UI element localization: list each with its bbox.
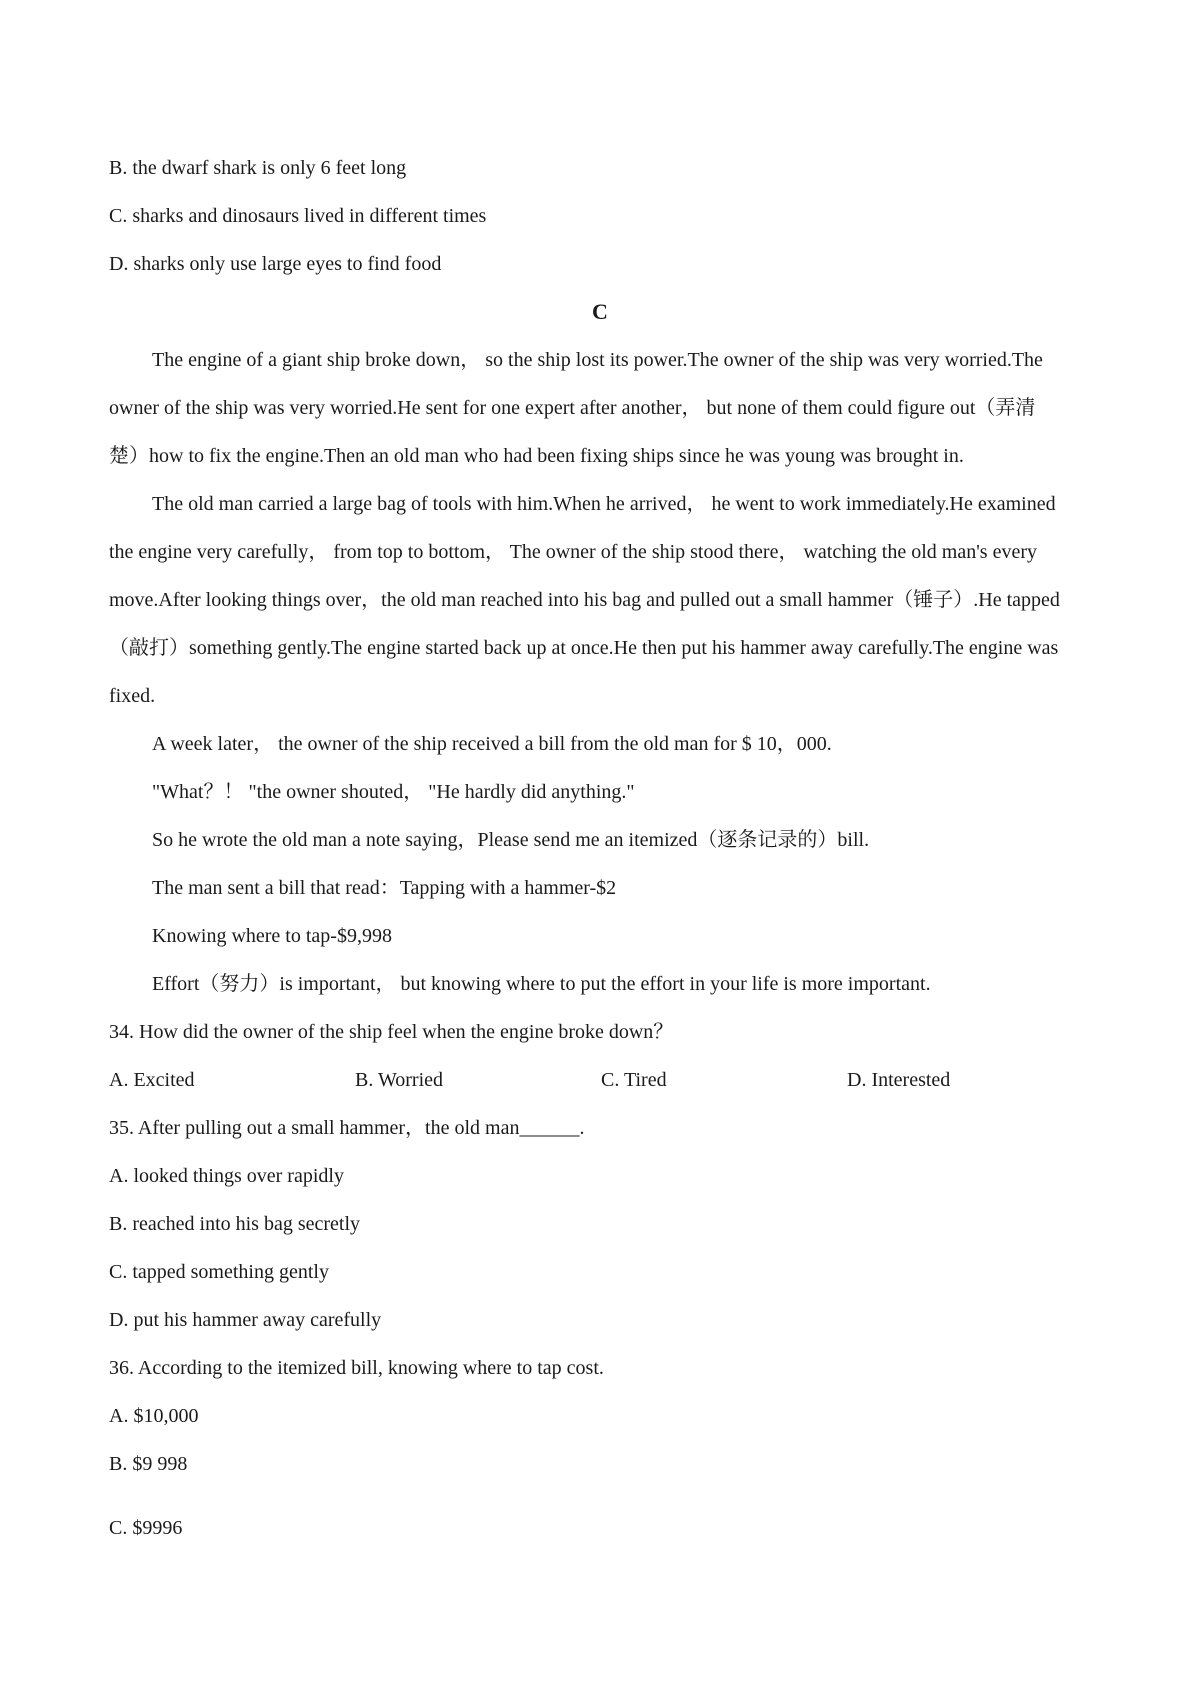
option-a: A. $10,000 xyxy=(109,1405,199,1427)
option-c: C. tapped something gently xyxy=(109,1261,329,1283)
passage-line: Knowing where to tap-$9,998 xyxy=(152,925,392,947)
question-34-stem: 34. How did the owner of the ship feel when the engine broke down？ xyxy=(109,1021,674,1043)
passage-line: （敲打）something gently.The engine started back up at once.He then put his hammer away carefully.The engine was xyxy=(109,637,1059,659)
option-c: C. $9996 xyxy=(109,1517,183,1539)
passage-line: owner of the ship was very worried.He sent for one expert after another， but none of them could figure out（弄清 xyxy=(109,397,1036,419)
passage-line: The old man carried a large bag of tools with him.When he arrived， he went to work immediately.He examined xyxy=(152,493,1056,515)
passage-line: A week later， the owner of the ship received a bill from the old man for $ 10，000. xyxy=(152,733,832,755)
option-b: B. reached into his bag secretly xyxy=(109,1213,361,1235)
option-b: B. $9 998 xyxy=(109,1453,188,1475)
passage-line: So he wrote the old man a note saying，Please send me an itemized（逐条记录的）bill. xyxy=(152,829,870,851)
passage-line: fixed. xyxy=(109,685,156,707)
passage-line: "What？！ "the owner shouted， "He hardly did anything." xyxy=(152,781,635,803)
prev-option-c: C. sharks and dinosaurs lived in different times xyxy=(109,205,487,227)
option-c: C. Tired xyxy=(601,1069,667,1091)
prev-option-b: B. the dwarf shark is only 6 feet long xyxy=(109,157,407,179)
option-a: A. Excited xyxy=(109,1069,195,1091)
passage-line: 楚）how to fix the engine.Then an old man who had been fixing ships since he was young was brought in. xyxy=(109,445,964,467)
passage-line: The engine of a giant ship broke down， so the ship lost its power.The owner of the ship was very worried.The xyxy=(152,349,1043,371)
section-heading: C xyxy=(592,299,608,324)
passage-line: the engine very carefully， from top to bottom， The owner of the ship stood there， watching the old man's every xyxy=(109,541,1037,563)
option-b: B. Worried xyxy=(355,1069,444,1091)
option-a: A. looked things over rapidly xyxy=(109,1165,344,1187)
passage-line: The man sent a bill that read：Tapping with a hammer-$2 xyxy=(152,877,617,899)
question-35-stem: 35. After pulling out a small hammer，the old man______. xyxy=(109,1117,585,1139)
option-d: D. put his hammer away carefully xyxy=(109,1309,382,1331)
passage-line: move.After looking things over，the old man reached into his bag and pulled out a small hammer（锤子）.He tapped xyxy=(109,589,1060,611)
passage-line: Effort（努力）is important， but knowing where to put the effort in your life is more important. xyxy=(152,973,931,995)
question-36-stem: 36. According to the itemized bill, knowing where to tap cost. xyxy=(109,1357,604,1379)
option-d: D. Interested xyxy=(847,1069,951,1091)
prev-option-d: D. sharks only use large eyes to find food xyxy=(109,253,442,275)
